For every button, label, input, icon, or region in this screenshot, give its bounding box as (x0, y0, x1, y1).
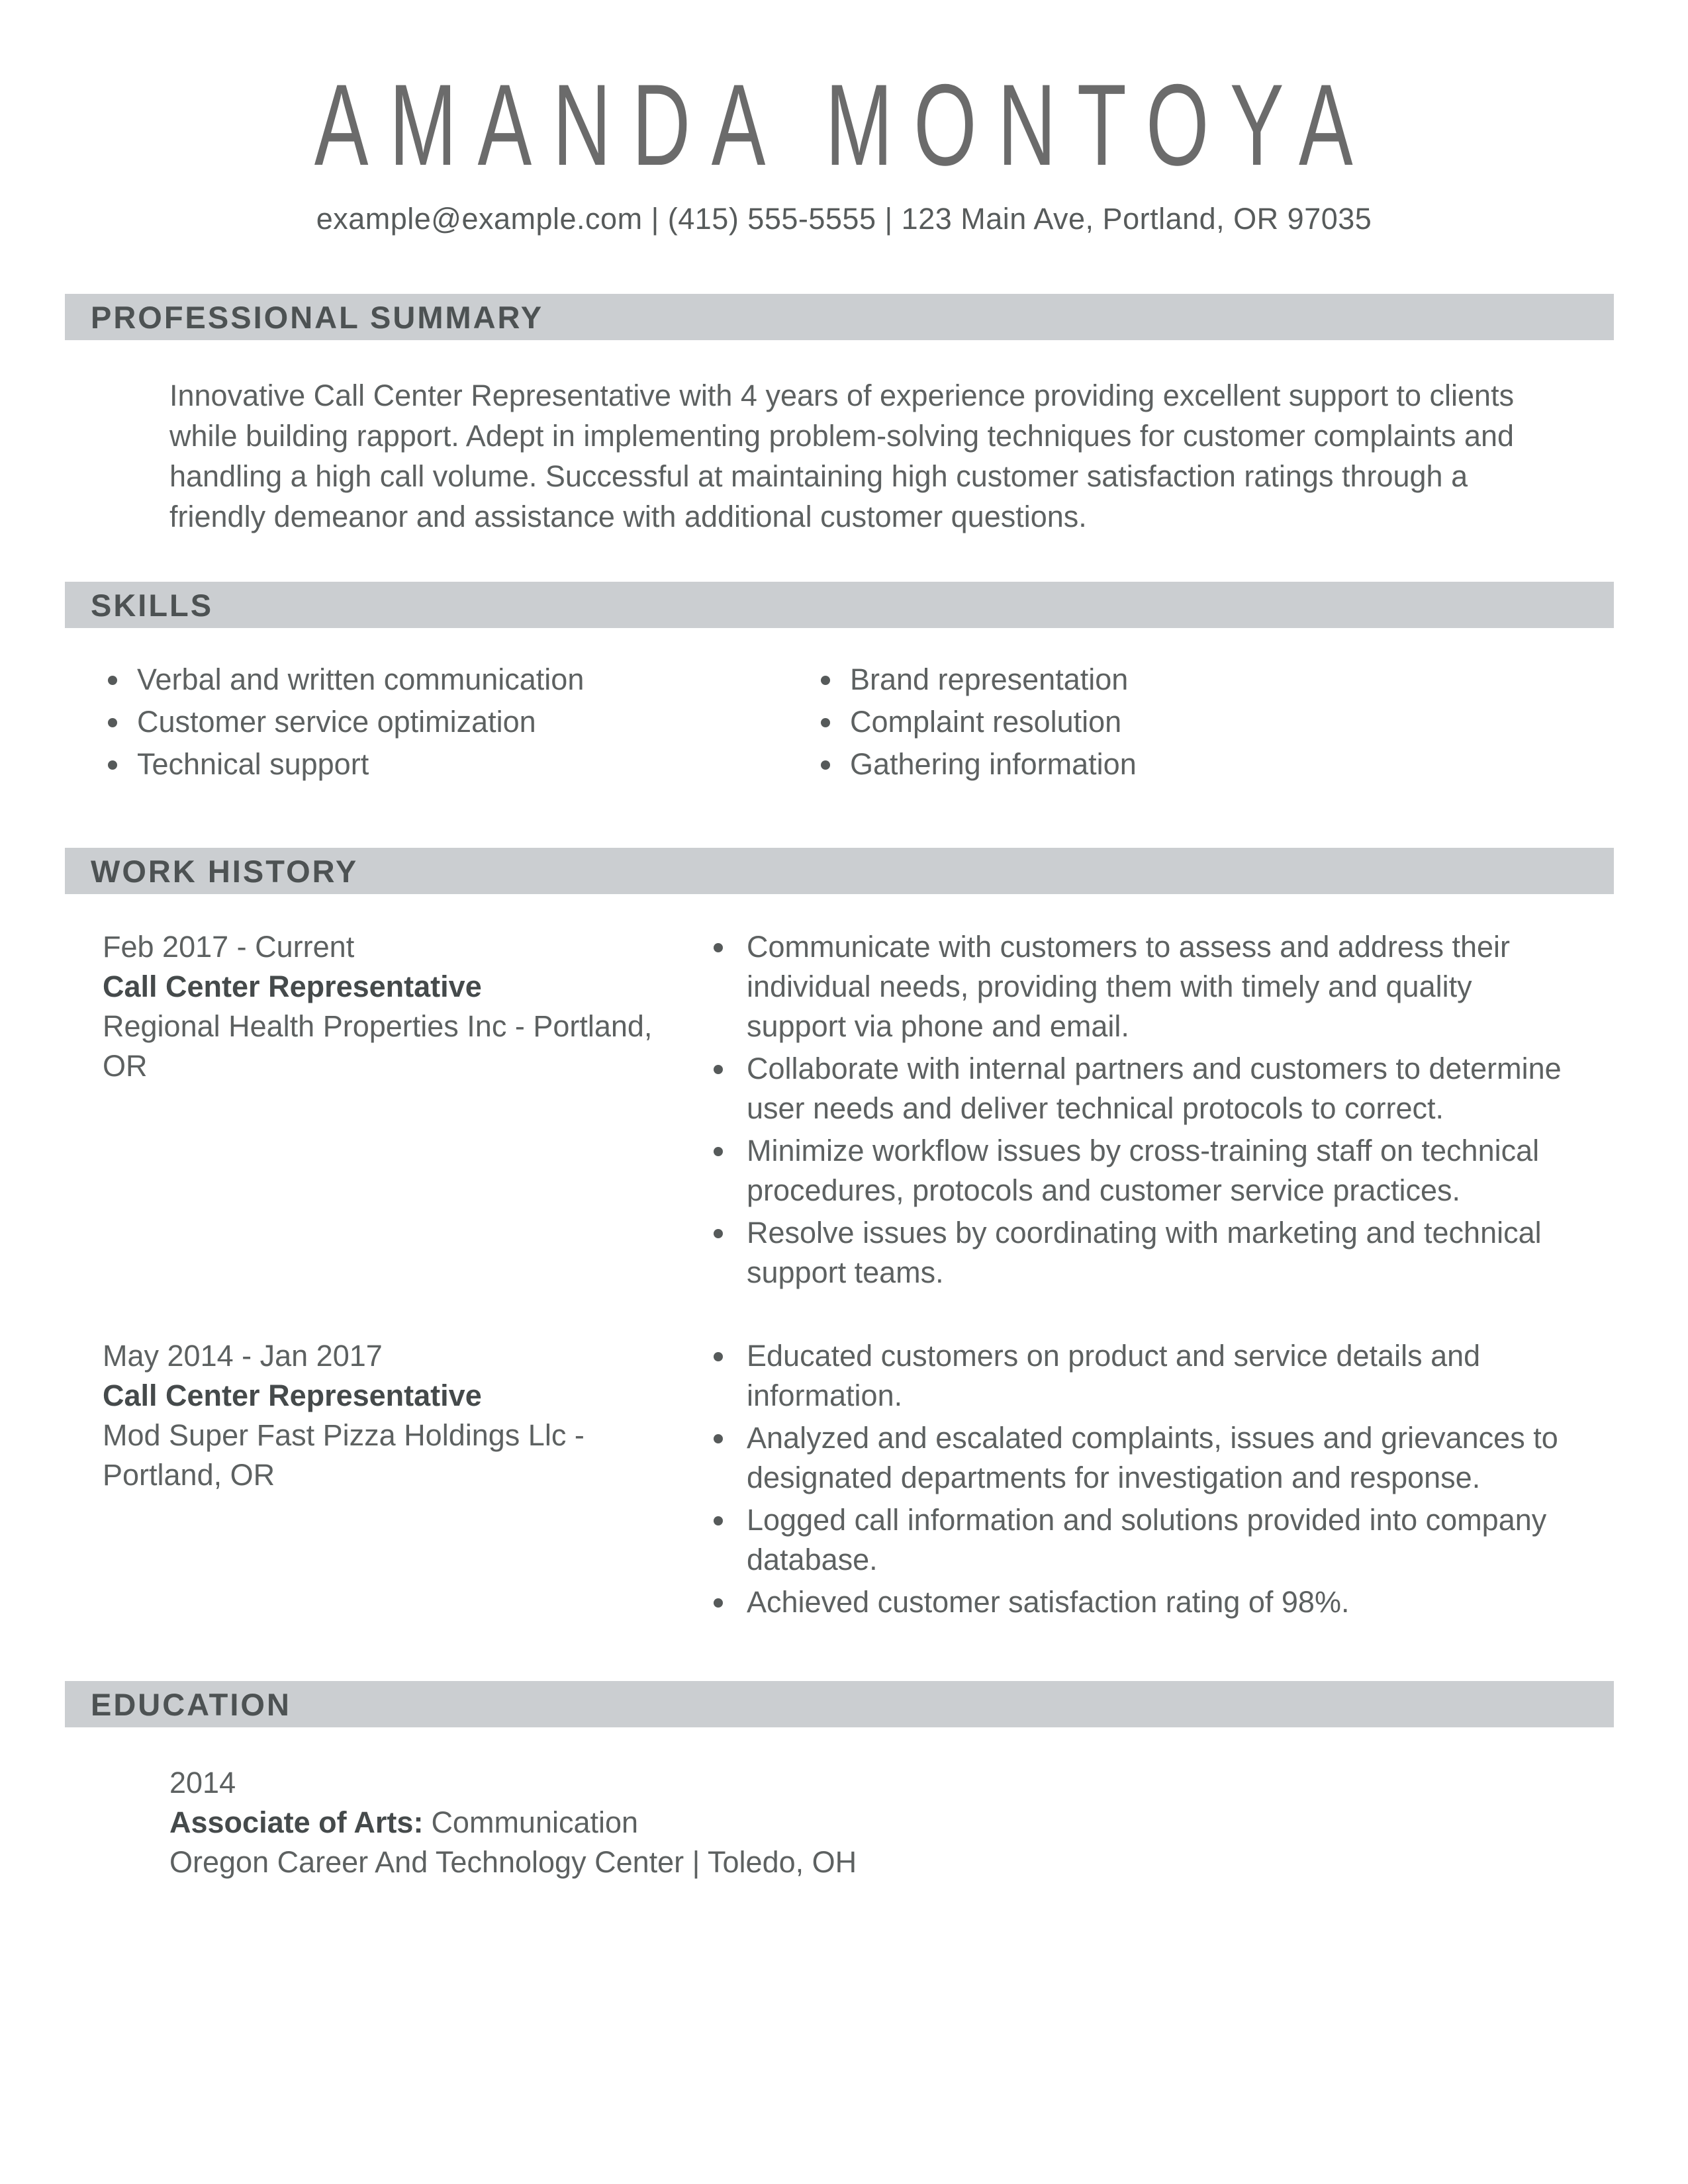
job-bullet-text: Minimize workflow issues by cross-training staff on technical procedures, protocols and customer service practices. (747, 1134, 1540, 1207)
job-title: Call Center Representative (103, 970, 482, 1003)
job-bullet-text: Achieved customer satisfaction rating of 98%. (747, 1585, 1350, 1619)
skills-column-2 (821, 660, 1688, 787)
skills-column-1 (108, 660, 821, 787)
list-item (821, 660, 1688, 700)
bullet-icon (821, 718, 830, 727)
section-title-education: EDUCATION (91, 1686, 291, 1722)
bullet-icon (714, 1598, 723, 1608)
list-item (714, 1213, 1568, 1293)
job-company: Mod Super Fast Pizza Holdings Llc - Portland, OR (103, 1418, 585, 1492)
bullet-icon (714, 1434, 723, 1443)
job-bullet-text: Communicate with customers to assess and address their individual needs, providing them with timely and quality support via phone and email. (747, 930, 1510, 1043)
job-bullet-text: Collaborate with internal partners and customers to determine user needs and deliver technical protocols to correct. (747, 1052, 1562, 1125)
bullet-icon (714, 1229, 723, 1238)
skill-text: Customer service optimization (137, 705, 536, 739)
bullet-icon (714, 1065, 723, 1074)
skill-text: Brand representation (850, 662, 1129, 696)
list-item (714, 927, 1568, 1046)
list-item (714, 1049, 1568, 1128)
skill-text: Technical support (137, 747, 369, 781)
list-item (821, 745, 1688, 784)
skills-columns (0, 660, 1688, 787)
bullet-icon (108, 676, 117, 685)
degree-field: Communication (431, 1805, 639, 1839)
education-year: 2014 (169, 1766, 236, 1799)
skill-text: Complaint resolution (850, 705, 1122, 739)
job-dates: May 2014 - Jan 2017 (103, 1339, 383, 1373)
candidate-name: AMANDA MONTOYA (314, 61, 1374, 190)
resume-header (0, 63, 1688, 239)
list-item (714, 1500, 1568, 1580)
section-bar-education (65, 1681, 1614, 1727)
skill-text: Gathering information (850, 747, 1137, 781)
skill-text: Verbal and written communication (137, 662, 585, 696)
section-bar-work-history (65, 848, 1614, 894)
job-meta (103, 927, 714, 1295)
job-bullet-text: Educated customers on product and service details and information. (747, 1339, 1481, 1412)
job-bullet-text: Logged call information and solutions provided into company database. (747, 1503, 1547, 1576)
bullet-icon (714, 943, 723, 952)
list-item (714, 1582, 1568, 1622)
bullet-icon (821, 760, 830, 770)
job-dates: Feb 2017 - Current (103, 930, 355, 964)
education-degree (169, 1803, 1688, 1843)
list-item (714, 1131, 1568, 1210)
education-school: Oregon Career And Technology Center | Toledo, OH (169, 1845, 857, 1879)
job-meta (103, 1336, 714, 1625)
section-bar-skills (65, 582, 1614, 628)
job-bullet-text: Resolve issues by coordinating with marketing and technical support teams. (747, 1216, 1542, 1289)
contact-line: example@example.com | (415) 555-5555 | 123 Main Ave, Portland, OR 97035 (316, 202, 1372, 236)
list-item (714, 1418, 1568, 1498)
bullet-icon (714, 1147, 723, 1156)
list-item (108, 745, 821, 784)
summary-paragraph: Innovative Call Center Representative with 4 years of experience providing excellent support to clients while building rapport. Adept in implementing problem-solving techniques for customer complaints and handling a high call volume. Successful at maintaining high customer satisfaction ratings through a friendly demeanor and assistance with additional customer questions. (169, 379, 1515, 533)
list-item (714, 1336, 1568, 1416)
job-entry (65, 927, 1688, 1295)
job-company: Regional Health Properties Inc - Portland, OR (103, 1009, 653, 1083)
section-title-skills: SKILLS (91, 587, 214, 623)
section-bar-professional-summary (65, 294, 1614, 340)
degree-label: Associate of Arts: (169, 1805, 424, 1839)
list-item (821, 702, 1688, 742)
job-bullet-list (714, 1336, 1568, 1625)
bullet-icon (108, 718, 117, 727)
bullet-icon (714, 1352, 723, 1361)
section-title-professional-summary: PROFESSIONAL SUMMARY (91, 299, 544, 335)
education-entry (169, 1763, 1688, 1882)
bullet-icon (821, 676, 830, 685)
bullet-icon (108, 760, 117, 770)
list-item (108, 660, 821, 700)
job-bullet-text: Analyzed and escalated complaints, issues and grievances to designated departments for investigation and response. (747, 1421, 1558, 1494)
job-title: Call Center Representative (103, 1379, 482, 1412)
bullet-icon (714, 1516, 723, 1525)
list-item (108, 702, 821, 742)
job-bullet-list (714, 927, 1568, 1295)
job-entry (65, 1336, 1688, 1625)
section-title-work-history: WORK HISTORY (91, 853, 359, 889)
